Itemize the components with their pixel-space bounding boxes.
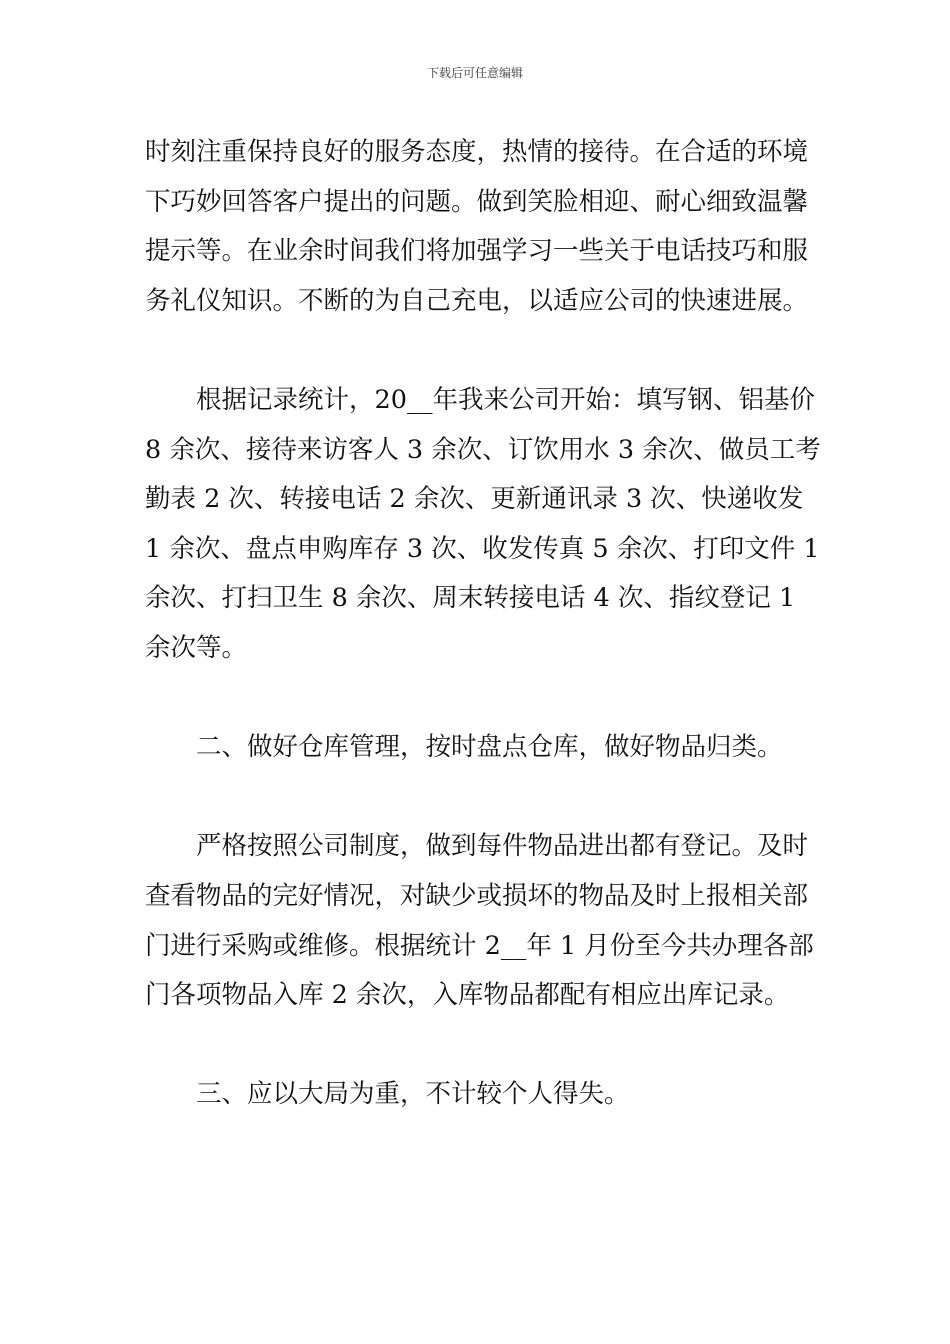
paragraph-service-attitude: 时刻注重保持良好的服务态度，热情的接待。在合适的环境下巧妙回答客户提出的问题。做到笑脸相迎、耐心细致温馨提示等。在业余时间我们将加强学习一些关于电话技巧和服务礼仪知识。不断的为自己充电，以适应公司的快速进展。 xyxy=(145,137,809,316)
page-header: 下载后可任意编辑 xyxy=(426,66,523,80)
paragraph-warehouse-details: 严格按照公司制度，做到每件物品进出都有登记。及时查看物品的完好情况，对缺少或损坏的物品及时上报相关部门进行采购或维修。根据统计 2__年 1 月份至今共办理各部门各项物品入库 2 余次，入库物品都配有相应出库记录。 xyxy=(145,831,814,1011)
paragraph-gap xyxy=(145,1021,825,1071)
paragraph-gap xyxy=(145,773,825,823)
paragraph-gap xyxy=(145,674,825,724)
document-body xyxy=(145,128,825,1120)
heading-overall-interest: 三、应以大局为重，不计较个人得失。 xyxy=(196,1079,630,1110)
paragraph-gap xyxy=(145,326,825,376)
heading-warehouse-management: 二、做好仓库管理，按时盘点仓库，做好物品归类。 xyxy=(196,732,783,763)
paragraph-statistics: 根据记录统计，20__年我来公司开始：填写钢、铝基价 8 余次、接待来访客人 3 余次、订饮用水 3 余次、做员工考勤表 2 次、转接电话 2 余次、更新通讯录 3 次、快递收发 1 余次、盘点申购库存 3 次、收发传真 5 余次、打印文件 1 余次、打扫卫生 8 余次、周末转接电话 4 次、指纹登记 1 余次等。 xyxy=(145,384,821,663)
